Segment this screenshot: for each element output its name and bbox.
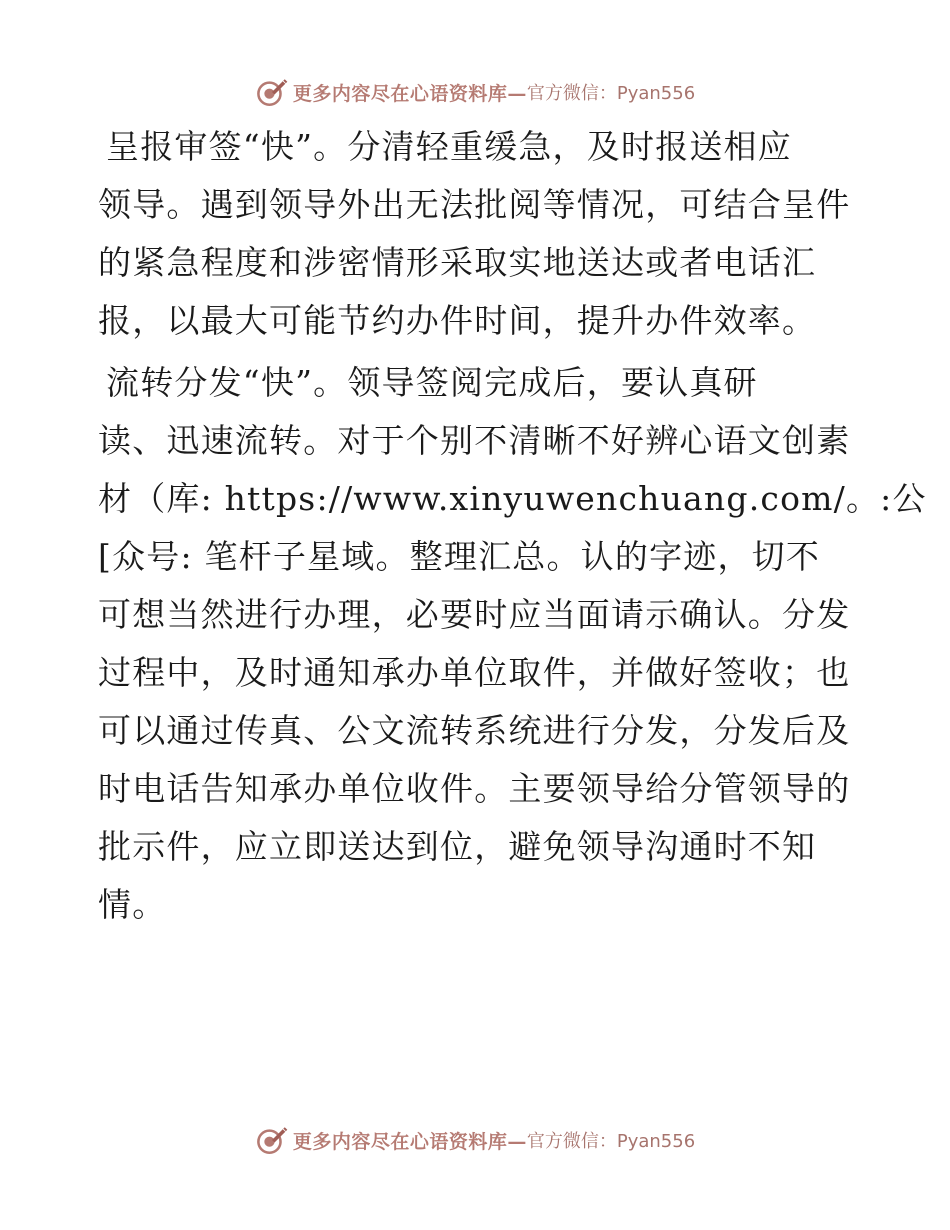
text-line: 可想当然进行办理，必要时应当面请示确认。分发 bbox=[98, 595, 851, 634]
text-line: 报，以最大可能节约办件时间，提升办件效率。 bbox=[98, 301, 817, 340]
text-line: 可以通过传真、公文流转系统进行分发，分发后及 bbox=[98, 711, 851, 750]
watermark-contact-text: 官方微信：Pyan556 bbox=[526, 83, 696, 104]
watermark-contact-text: 官方微信：Pyan556 bbox=[526, 1131, 696, 1152]
text-line: 的紧急程度和涉密情形采取实地送达或者电话汇 bbox=[98, 243, 817, 282]
footer-watermark bbox=[0, 1120, 950, 1160]
paragraph bbox=[98, 354, 927, 934]
document-body bbox=[98, 118, 927, 938]
text-line: 过程中，及时通知承办单位取件，并做好签收；也 bbox=[98, 653, 851, 692]
text-line: 领导。遇到领导外出无法批阅等情况，可结合呈件 bbox=[98, 185, 851, 224]
text-line: 批示件，应立即送达到位，避免领导沟通时不知 bbox=[98, 827, 817, 866]
paragraph bbox=[98, 118, 858, 350]
watermark-main-text: 更多内容尽在心语资料库— bbox=[292, 1130, 527, 1153]
text-line: 读、迅速流转。对于个别不清晰不好辨心语文创素 bbox=[98, 421, 851, 460]
watermark-main-text: 更多内容尽在心语资料库— bbox=[292, 82, 527, 105]
header-watermark bbox=[0, 72, 950, 112]
text-line: 时电话告知承办单位收件。主要领导给分管领导的 bbox=[98, 769, 851, 808]
pen-circle-icon bbox=[255, 75, 289, 109]
text-line: 流转分发“快”。领导签阅完成后，要认真研 bbox=[106, 363, 758, 402]
text-line: 情。 bbox=[98, 885, 167, 924]
text-line: [众号: 笔杆子星域。整理汇总。认的字迹，切不 bbox=[98, 537, 821, 576]
pen-circle-icon bbox=[255, 1123, 289, 1157]
text-line: 材（库: https://www.xinyuwenchuang.com/。:公 bbox=[98, 479, 927, 518]
text-line: 呈报审签“快”。分清轻重缓急，及时报送相应 bbox=[106, 127, 792, 166]
